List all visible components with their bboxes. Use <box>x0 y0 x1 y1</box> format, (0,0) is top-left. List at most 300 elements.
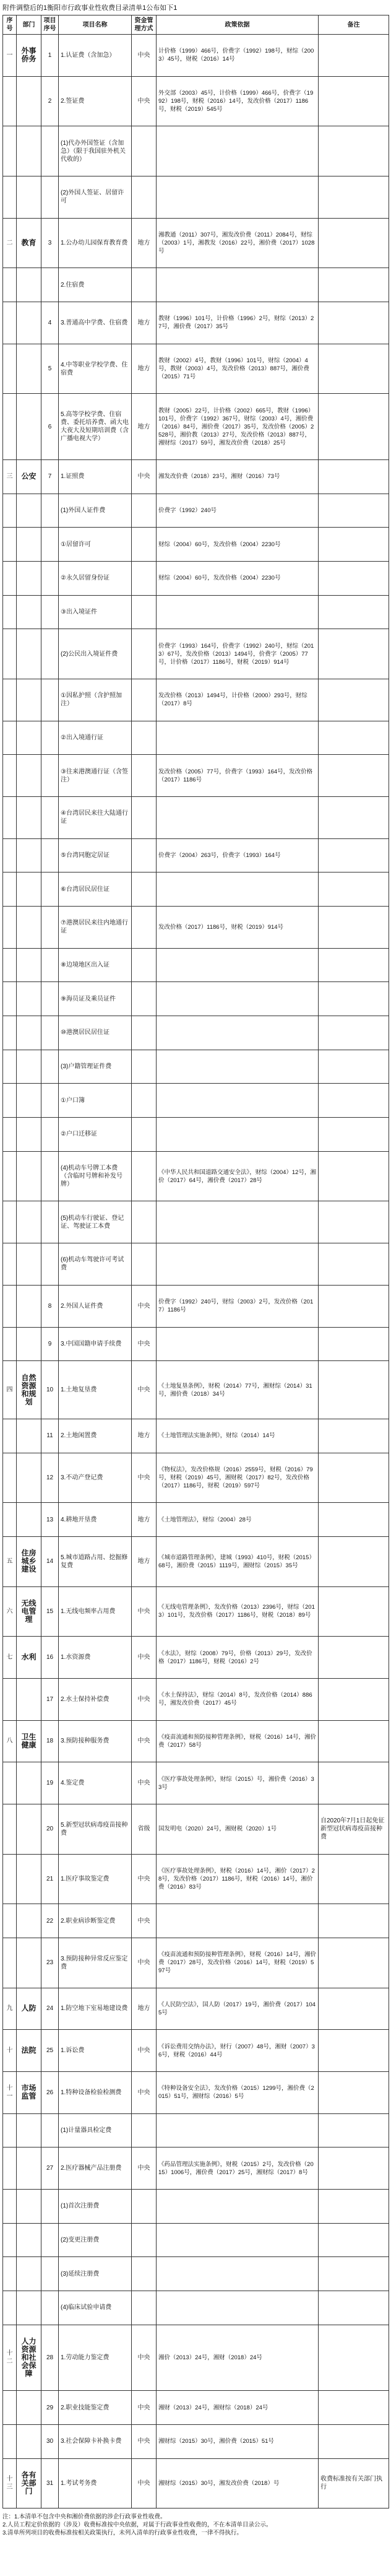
table-row <box>3 2424 389 2458</box>
fund-mgmt-cell: 中央 <box>132 2458 157 2509</box>
item-name-cell: (5)机动车行驶证、登记证、驾驶证工本费 <box>59 1201 132 1243</box>
item-no-cell: 15 <box>41 1586 59 1637</box>
policy-basis-cell: 教财（2002）4号，教财（1996）101号，财综（2004）4号，教财（2003）4号，发改价格（2013）887号，湘价费（2015）71号 <box>157 344 319 394</box>
table-row <box>3 595 389 629</box>
table-row <box>3 907 389 949</box>
seq-cell <box>3 1762 17 1804</box>
item-no-cell: 29 <box>41 2391 59 2425</box>
item-no-cell <box>41 1118 59 1152</box>
item-name-cell: 2.住宿费 <box>59 268 132 302</box>
seq-cell <box>3 1453 17 1503</box>
policy-basis-cell: 《医疗事故处理条例》，财税（2016）14号，湘价（2017）28号，发改价格（2017）1186号，财税（2016）14号，湘价费（2016）83号 <box>157 1854 319 1904</box>
item-no-cell: 2 <box>41 76 59 126</box>
seq-cell: 三 <box>3 460 17 494</box>
policy-basis-cell <box>157 982 319 1016</box>
seq-cell: 四 <box>3 1361 17 1419</box>
remark-cell <box>319 494 389 528</box>
item-name-cell: ①居留许可 <box>59 528 132 562</box>
dept-cell <box>17 1201 41 1243</box>
fund-mgmt-cell <box>132 268 157 302</box>
item-name-cell: 4.鉴定费 <box>59 1762 132 1804</box>
dept-cell <box>17 302 41 344</box>
fund-mgmt-cell <box>132 2189 157 2223</box>
remark-cell <box>319 872 389 907</box>
remark-cell <box>319 562 389 596</box>
item-no-cell: 9 <box>41 1327 59 1361</box>
item-name-cell: ②出入境通行证 <box>59 721 132 755</box>
remark-cell <box>319 1762 389 1804</box>
seq-cell <box>3 721 17 755</box>
dept-cell <box>17 528 41 562</box>
table-row <box>3 1151 389 1201</box>
seq-cell <box>3 394 17 460</box>
policy-basis-cell <box>157 1327 319 1361</box>
fund-mgmt-cell: 地方 <box>132 394 157 460</box>
remark-cell <box>319 2147 389 2190</box>
table-row <box>3 302 389 344</box>
item-no-cell: 10 <box>41 1361 59 1419</box>
table-row <box>3 528 389 562</box>
dept-cell <box>17 1151 41 1201</box>
dept-cell <box>17 838 41 872</box>
policy-basis-cell <box>157 1118 319 1152</box>
fund-mgmt-cell <box>132 1201 157 1243</box>
seq-cell <box>3 1904 17 1938</box>
table-row <box>3 344 389 394</box>
dept-cell <box>17 1118 41 1152</box>
table-row <box>3 1419 389 1453</box>
seq-cell <box>3 562 17 596</box>
policy-basis-cell: 财综（2004）60号，发改价格（2004）2230号 <box>157 562 319 596</box>
table-row <box>3 76 389 126</box>
policy-basis-cell <box>157 1050 319 1084</box>
table-row <box>3 1720 389 1762</box>
item-name-cell: ②户口迁移证 <box>59 1118 132 1152</box>
fund-mgmt-cell: 中央 <box>132 2071 157 2113</box>
dept-cell <box>17 1050 41 1084</box>
fund-mgmt-cell <box>132 2257 157 2291</box>
table-row <box>3 1586 389 1637</box>
table-row <box>3 268 389 302</box>
table-row <box>3 1854 389 1904</box>
fund-mgmt-cell <box>132 838 157 872</box>
item-name-cell: (1)计量器具检定费 <box>59 2113 132 2147</box>
fund-mgmt-cell <box>132 494 157 528</box>
remark-cell <box>319 2223 389 2257</box>
remark-cell <box>319 838 389 872</box>
item-no-cell: 24 <box>41 1988 59 2030</box>
item-name-cell: 2.职业技能鉴定费 <box>59 2391 132 2425</box>
item-no-cell <box>41 528 59 562</box>
item-no-cell: 19 <box>41 1762 59 1804</box>
policy-basis-cell <box>157 2223 319 2257</box>
policy-basis-cell: 湘价（2013）24号，湘财（2018）24号 <box>157 2325 319 2391</box>
table-row <box>3 176 389 219</box>
seq-cell <box>3 679 17 721</box>
policy-basis-cell: 《人民防空法》，国人防（2017）19号，湘价费（2017）1045号 <box>157 1988 319 2030</box>
fund-mgmt-cell <box>132 797 157 839</box>
dept-cell: 市场监管 <box>17 2071 41 2113</box>
policy-basis-cell: 湘财（2013）24号，湘财综（2018）24号 <box>157 2391 319 2425</box>
seq-cell <box>3 126 17 176</box>
dept-cell: 人力资源和社会保障 <box>17 2325 41 2391</box>
table-row <box>3 494 389 528</box>
item-name-cell: 1.医疗事故鉴定费 <box>59 1854 132 1904</box>
item-no-cell <box>41 907 59 949</box>
table-row <box>3 755 389 797</box>
remark-cell <box>319 948 389 982</box>
item-name-cell: (2)变更注册费 <box>59 2223 132 2257</box>
item-no-cell: 26 <box>41 2071 59 2113</box>
fund-mgmt-cell <box>132 755 157 797</box>
item-name-cell: (6)机动车驾驶许可考试费 <box>59 1243 132 1286</box>
seq-cell <box>3 528 17 562</box>
remark-cell <box>319 344 389 394</box>
fund-mgmt-cell: 中央 <box>132 1361 157 1419</box>
item-name-cell: ①因私护照（含护照加注） <box>59 679 132 721</box>
remark-cell <box>319 1327 389 1361</box>
item-name-cell: 1.土地复垦费 <box>59 1361 132 1419</box>
policy-basis-cell <box>157 268 319 302</box>
item-no-cell <box>41 838 59 872</box>
remark-cell <box>319 268 389 302</box>
table-row <box>3 872 389 907</box>
remark-cell <box>319 2257 389 2291</box>
dept-cell <box>17 629 41 679</box>
dept-cell <box>17 1327 41 1361</box>
item-name-cell: 1.诉讼费 <box>59 2030 132 2072</box>
item-name-cell: 2.签证费 <box>59 76 132 126</box>
table-row <box>3 1988 389 2030</box>
item-name-cell: (3)延续注册费 <box>59 2257 132 2291</box>
item-name-cell: 1.证照费 <box>59 460 132 494</box>
remark-cell <box>319 1361 389 1419</box>
fund-mgmt-cell <box>132 679 157 721</box>
table-row <box>3 838 389 872</box>
item-no-cell <box>41 1243 59 1286</box>
seq-cell <box>3 494 17 528</box>
dept-cell <box>17 2391 41 2425</box>
seq-cell <box>3 268 17 302</box>
seq-cell <box>3 1854 17 1904</box>
table-row <box>3 1804 389 1854</box>
fund-mgmt-cell <box>132 1243 157 1286</box>
seq-cell: 二 <box>3 218 17 268</box>
seq-cell <box>3 2257 17 2291</box>
item-name-cell: 2.外国人证件费 <box>59 1285 132 1327</box>
fund-mgmt-cell: 中央 <box>132 2030 157 2072</box>
dept-cell <box>17 2257 41 2291</box>
item-no-cell: 16 <box>41 1637 59 1679</box>
table-row <box>3 721 389 755</box>
remark-cell <box>319 1637 389 1679</box>
item-no-cell <box>41 982 59 1016</box>
remark-cell <box>319 126 389 176</box>
policy-basis-cell: 《药品管理法实施条例》，财税（2015）2号，发改价格（2015）1006号，湘价费（2017）25号，湘财综（2017）8号 <box>157 2147 319 2190</box>
dept-cell <box>17 126 41 176</box>
fund-mgmt-cell <box>132 1016 157 1050</box>
seq-cell <box>3 872 17 907</box>
item-no-cell: 28 <box>41 2325 59 2391</box>
fund-mgmt-cell <box>132 982 157 1016</box>
dept-cell <box>17 982 41 1016</box>
table-row <box>3 797 389 839</box>
item-no-cell <box>41 755 59 797</box>
fund-mgmt-cell <box>132 1151 157 1201</box>
fund-mgmt-cell: 中央 <box>132 76 157 126</box>
fund-mgmt-cell <box>132 872 157 907</box>
item-name-cell: (4)临床试验申请费 <box>59 2291 132 2325</box>
item-no-cell <box>41 2189 59 2223</box>
dept-cell <box>17 679 41 721</box>
remark-cell <box>319 1586 389 1637</box>
seq-cell <box>3 1678 17 1720</box>
seq-cell: 六 <box>3 1586 17 1637</box>
remark-cell <box>319 1419 389 1453</box>
dept-cell: 人防 <box>17 1988 41 2030</box>
remark-cell <box>319 595 389 629</box>
item-name-cell: 3.预防接种服务费 <box>59 1720 132 1762</box>
policy-basis-cell <box>157 948 319 982</box>
table-header-row <box>3 15 389 35</box>
item-name-cell: ②永久居留身份证 <box>59 562 132 596</box>
remark-cell <box>319 797 389 839</box>
remark-cell <box>319 1285 389 1327</box>
remark-cell: 收费标准按有关部门执行 <box>319 2458 389 2509</box>
item-no-cell <box>41 629 59 679</box>
item-no-cell <box>41 721 59 755</box>
table-body <box>3 35 389 2509</box>
item-name-cell: 2.水土保持补偿费 <box>59 1678 132 1720</box>
item-name-cell: 5.高等学校学费、住宿费、委托培养费、函大电大夜大及短期培训费（含广播电视大学） <box>59 394 132 460</box>
dept-cell <box>17 721 41 755</box>
item-name-cell: (1)首次注册费 <box>59 2189 132 2223</box>
fund-mgmt-cell <box>132 1050 157 1084</box>
remark-cell <box>319 1720 389 1762</box>
table-row <box>3 948 389 982</box>
table-row <box>3 2189 389 2223</box>
seq-cell <box>3 2189 17 2223</box>
fund-mgmt-cell <box>132 528 157 562</box>
seq-cell <box>3 1201 17 1243</box>
seq-cell <box>3 907 17 949</box>
item-no-cell <box>41 2113 59 2147</box>
seq-cell <box>3 1084 17 1118</box>
policy-basis-cell <box>157 797 319 839</box>
dept-cell <box>17 1678 41 1720</box>
remark-cell <box>319 1854 389 1904</box>
policy-basis-cell: 《特种设备安全法》，发改价格（2015）1299号，湘价费（2015）51号，湘财综（2016）5号 <box>157 2071 319 2113</box>
item-name-cell: ⑧边境地区出入证 <box>59 948 132 982</box>
fund-mgmt-cell: 地方 <box>132 302 157 344</box>
header-fund-mgmt: 资金管理方式 <box>132 15 157 35</box>
policy-basis-cell <box>157 721 319 755</box>
remark-cell <box>319 528 389 562</box>
item-name-cell: 1.水资源费 <box>59 1637 132 1679</box>
seq-cell <box>3 1285 17 1327</box>
item-no-cell <box>41 2291 59 2325</box>
table-row <box>3 2458 389 2509</box>
dept-cell <box>17 2189 41 2223</box>
remark-cell <box>319 907 389 949</box>
fund-mgmt-cell: 中央 <box>132 1720 157 1762</box>
table-row <box>3 1904 389 1938</box>
remark-cell <box>319 1016 389 1050</box>
dept-cell <box>17 344 41 394</box>
fund-mgmt-cell <box>132 2291 157 2325</box>
item-name-cell: 2.医疗器械产品注册费 <box>59 2147 132 2190</box>
table-row <box>3 1201 389 1243</box>
footnotes: 注：1.本清单不包含中央和湘价费依据的涉企行政事业性收费。 2.人员工程定价依据的（涉及）收费标准按中央依据，对属于行政事业性收费的，不在本清单目录公示。 3.清单所列项目的收费标准按相关政策执行，未列入清单的行政事业性收费，一律不得执行。 <box>2 2513 272 2536</box>
header-policy-basis: 政策依据 <box>157 15 319 35</box>
policy-basis-cell: 发改价格（2017）1186号，财税（2019）914号 <box>157 907 319 949</box>
dept-cell: 住房城乡建设 <box>17 1536 41 1586</box>
policy-basis-cell: 《疫苗流通和预防接种管理条例》，财税（2016）14号，湘价费（2017）28号，发改价格（2016）14号，财税（2019）597号 <box>157 1938 319 1988</box>
fund-mgmt-cell: 中央 <box>132 1938 157 1988</box>
item-name-cell: 1.防空地下室易地建设费 <box>59 1988 132 2030</box>
seq-cell: 五 <box>3 1536 17 1586</box>
header-item-name: 项目名称 <box>59 15 132 35</box>
item-name-cell: 1.考试考务费 <box>59 2458 132 2509</box>
policy-basis-cell: 计价格（1999）466号，价费字（1992）198号，财综（2003）45号，财税（2016）14号 <box>157 35 319 77</box>
remark-cell <box>319 1503 389 1537</box>
fund-mgmt-cell <box>132 2113 157 2147</box>
table-row <box>3 394 389 460</box>
dept-cell <box>17 494 41 528</box>
item-name-cell: 2.土地闲置费 <box>59 1419 132 1453</box>
policy-basis-cell <box>157 1201 319 1243</box>
dept-cell <box>17 1854 41 1904</box>
fee-catalog-table <box>2 15 389 2509</box>
item-no-cell: 5 <box>41 344 59 394</box>
policy-basis-cell: 价费字（1992）240号 <box>157 494 319 528</box>
fund-mgmt-cell: 省级 <box>132 1804 157 1854</box>
fund-mgmt-cell: 中央 <box>132 2325 157 2391</box>
remark-cell <box>319 1678 389 1720</box>
seq-cell <box>3 1016 17 1050</box>
dept-cell <box>17 1084 41 1118</box>
table-row <box>3 1536 389 1586</box>
remark-cell <box>319 218 389 268</box>
remark-cell <box>319 1118 389 1152</box>
dept-cell <box>17 268 41 302</box>
fund-mgmt-cell <box>132 562 157 596</box>
table-row <box>3 982 389 1016</box>
table-row <box>3 1084 389 1118</box>
table-row <box>3 1678 389 1720</box>
item-name-cell: ⑦港澳居民来往内地通行证 <box>59 907 132 949</box>
fund-mgmt-cell: 地方 <box>132 1503 157 1537</box>
fund-mgmt-cell: 中央 <box>132 1904 157 1938</box>
fund-mgmt-cell <box>132 629 157 679</box>
policy-basis-cell: 《诉讼费用交纳办法》，财行（2007）48号，湘财（2007）36号，财税（2016）44号 <box>157 2030 319 2072</box>
remark-cell <box>319 1050 389 1084</box>
item-name-cell: 5.新型冠状病毒疫苗接种费 <box>59 1804 132 1854</box>
item-no-cell <box>41 1201 59 1243</box>
fund-mgmt-cell: 中央 <box>132 460 157 494</box>
remark-cell <box>319 76 389 126</box>
dept-cell <box>17 1285 41 1327</box>
table-row <box>3 1938 389 1988</box>
fund-mgmt-cell: 中央 <box>132 1678 157 1720</box>
table-row <box>3 679 389 721</box>
dept-cell: 教育 <box>17 218 41 268</box>
policy-basis-cell: 外交部（2003）45号，计价格（1999）466号，价费字（1992）198号，财税（2016）14号，发改价格（2017）1186号，财税（2019）545号 <box>157 76 319 126</box>
remark-cell <box>319 2189 389 2223</box>
table-row <box>3 2147 389 2190</box>
seq-cell: 十三 <box>3 2458 17 2509</box>
policy-basis-cell: 发改价格（2005）77号，价费字（1993）164号，发改价格（2017）1186号 <box>157 755 319 797</box>
policy-basis-cell: 《物权法》，发改价格规（2016）2559号，财税（2016）79号，财税（2019）45号，湘财税（2017）82号，发改价格（2017）1186号，财税（2019）597号 <box>157 1453 319 1503</box>
remark-cell <box>319 2113 389 2147</box>
policy-basis-cell <box>157 872 319 907</box>
policy-basis-cell: 湘财综（2015）30号，湘发改价费（2018）号 <box>157 2458 319 2509</box>
fund-mgmt-cell <box>132 2223 157 2257</box>
fund-mgmt-cell <box>132 721 157 755</box>
item-no-cell: 17 <box>41 1678 59 1720</box>
item-no-cell <box>41 176 59 219</box>
table-row <box>3 2030 389 2072</box>
item-no-cell: 25 <box>41 2030 59 2072</box>
remark-cell <box>319 1453 389 1503</box>
item-name-cell: 3.不动产登记费 <box>59 1453 132 1503</box>
seq-cell: 八 <box>3 1720 17 1762</box>
table-row <box>3 1118 389 1152</box>
item-no-cell: 6 <box>41 394 59 460</box>
item-no-cell: 8 <box>41 1285 59 1327</box>
dept-cell: 卫生健康 <box>17 1720 41 1762</box>
item-no-cell: 3 <box>41 218 59 268</box>
header-remark: 备注 <box>319 15 389 35</box>
table-row <box>3 1503 389 1537</box>
policy-basis-cell: 《无线电管理条例》，发改价格（2013）2396号，财综（2013）101号，发改价格（2017）1186号，财税（2018）89号 <box>157 1586 319 1637</box>
table-row <box>3 2391 389 2425</box>
remark-cell <box>319 394 389 460</box>
remark-cell <box>319 2071 389 2113</box>
table-row <box>3 1050 389 1084</box>
seq-cell <box>3 595 17 629</box>
policy-basis-cell: 《水土保持法》，财综（2014）8号，发改价格（2014）886号，湘发改价费（2017）45号 <box>157 1678 319 1720</box>
policy-basis-cell: 《疫苗流通和预防接种管理条例》，财税（2016）14号，湘价费（2017）58号 <box>157 1720 319 1762</box>
item-no-cell <box>41 494 59 528</box>
policy-basis-cell <box>157 1084 319 1118</box>
item-no-cell: 21 <box>41 1854 59 1904</box>
dept-cell: 自然资源和规划 <box>17 1361 41 1419</box>
dept-cell <box>17 2291 41 2325</box>
seq-cell <box>3 629 17 679</box>
seq-cell: 九 <box>3 1988 17 2030</box>
remark-cell <box>319 35 389 77</box>
item-no-cell: 13 <box>41 1503 59 1537</box>
item-no-cell <box>41 2257 59 2291</box>
fund-mgmt-cell: 中央 <box>132 35 157 77</box>
dept-cell <box>17 948 41 982</box>
policy-basis-cell: 教财（2005）22号，计价格（2002）665号，教财（1996）101号，价费字（1992）367号，财综（2003）4号，湘价费（2016）84号，湘价费（2017）35号，发改价格（2005）2528号，湘价教（2013）27号，发改价格（2013）887号，湘财综（2017）59号，湘发改价费（2018）25号 <box>157 394 319 460</box>
item-no-cell: 12 <box>41 1453 59 1503</box>
item-no-cell <box>41 562 59 596</box>
seq-cell: 十 <box>3 2030 17 2072</box>
table-row <box>3 2257 389 2291</box>
item-no-cell: 30 <box>41 2424 59 2458</box>
dept-cell <box>17 2147 41 2190</box>
remark-cell <box>319 982 389 1016</box>
dept-cell <box>17 2424 41 2458</box>
fund-mgmt-cell: 地方 <box>132 344 157 394</box>
policy-basis-cell <box>157 595 319 629</box>
policy-basis-cell <box>157 2291 319 2325</box>
item-no-cell <box>41 268 59 302</box>
fund-mgmt-cell: 中央 <box>132 2424 157 2458</box>
